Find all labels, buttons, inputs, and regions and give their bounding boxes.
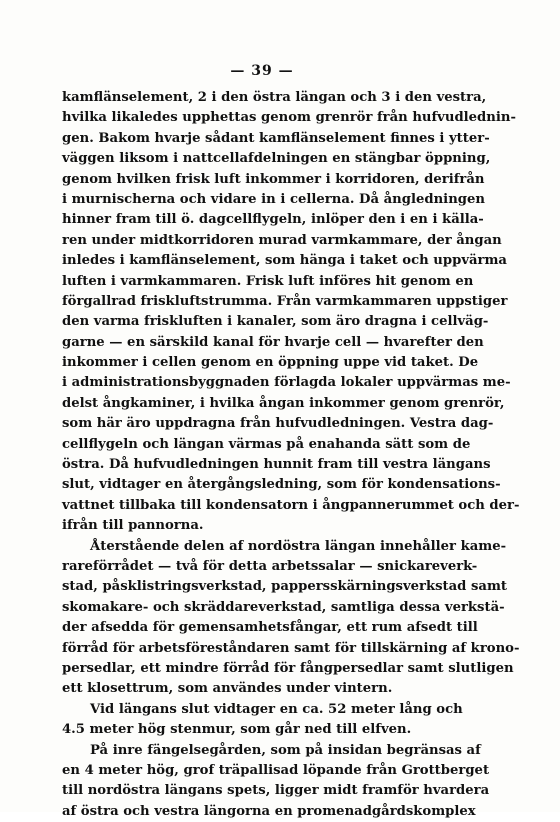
text-line: der afsedda för gemensamhetsfångar, ett rum afsedt till [62, 618, 460, 638]
text-line: slut, vidtager en återgångsledning, som för kondensations- [62, 475, 460, 495]
text-line: delst ångkaminer, i hvilka ångan inkommer genom grenrör, [62, 394, 460, 414]
text-line: garne — en särskild kanal för hvarje cell — hvarefter den [62, 333, 460, 353]
text-line: den varma friskluften i kanaler, som äro dragna i cellväg- [62, 312, 460, 332]
text-line: På inre fängelsegården, som på insidan begränsas af [62, 741, 460, 761]
text-line: vattnet tillbaka till kondensatorn i ångpannerummet och der- [62, 496, 460, 516]
text-line: i murnischerna och vidare in i cellerna. Då ångledningen [62, 190, 460, 210]
text-line: i administrationsbyggnaden förlagda lokaler uppvärmas me- [62, 373, 460, 393]
text-line: persedlar, ett mindre förråd för fångpersedlar samt slutligen [62, 659, 460, 679]
text-line: som här äro uppdragna från hufvudledningen. Vestra dag- [62, 414, 460, 434]
text-line: kamflänselement, 2 i den östra längan och 3 i den vestra, [62, 88, 460, 108]
body-text [62, 88, 460, 822]
paragraph [62, 537, 460, 700]
text-line: en 4 meter hög, grof träpallisad löpande från Grottberget [62, 761, 460, 781]
text-line: ifrån till pannorna. [62, 516, 460, 536]
text-line: skomakare- och skräddareverkstad, samtliga dessa verkstä- [62, 598, 460, 618]
text-line: cellflygeln och längan värmas på enahanda sätt som de [62, 435, 460, 455]
paragraph [62, 700, 460, 741]
paragraph [62, 88, 460, 537]
paragraph [62, 741, 460, 822]
text-line: rareförrådet — två för detta arbetssalar — snickareverk- [62, 557, 460, 577]
text-line: luften i varmkammaren. Frisk luft införes hit genom en [62, 272, 460, 292]
text-line: inledes i kamflänselement, som hänga i taket och uppvärma [62, 251, 460, 271]
text-line: hvilka likaledes upphettas genom grenrör från hufvudlednin- [62, 108, 460, 128]
page-number: — 39 — [0, 63, 524, 79]
text-line: förgallrad friskluftstrumma. Från varmkammaren uppstiger [62, 292, 460, 312]
text-line: väggen liksom i nattcellafdelningen en stängbar öppning, [62, 149, 460, 169]
text-line: ett klosettrum, som användes under vintern. [62, 679, 460, 699]
text-line: stad, påsklistringsverkstad, pappersskärningsverkstad samt [62, 577, 460, 597]
text-line: 4.5 meter hög stenmur, som går ned till elfven. [62, 720, 460, 740]
text-line: inkommer i cellen genom en öppning uppe vid taket. De [62, 353, 460, 373]
text-line: Återstående delen af nordöstra längan innehåller kame- [62, 537, 460, 557]
text-line: ren under midtkorridoren murad varmkammare, der ångan [62, 231, 460, 251]
text-line: af östra och vestra längorna en promenadgårdskomplex [62, 802, 460, 822]
text-line: Vid längans slut vidtager en ca. 52 meter lång och [62, 700, 460, 720]
text-line: hinner fram till ö. dagcellflygeln, inlöper den i en i källa- [62, 210, 460, 230]
text-line: genom hvilken frisk luft inkommer i korridoren, derifrån [62, 170, 460, 190]
text-line: östra. Då hufvudledningen hunnit fram till vestra längans [62, 455, 460, 475]
text-line: gen. Bakom hvarje sådant kamflänselement finnes i ytter- [62, 129, 460, 149]
text-line: förråd för arbetsföreståndaren samt för tillskärning af krono- [62, 639, 460, 659]
text-line: till nordöstra längans spets, ligger midt framför hvardera [62, 781, 460, 801]
